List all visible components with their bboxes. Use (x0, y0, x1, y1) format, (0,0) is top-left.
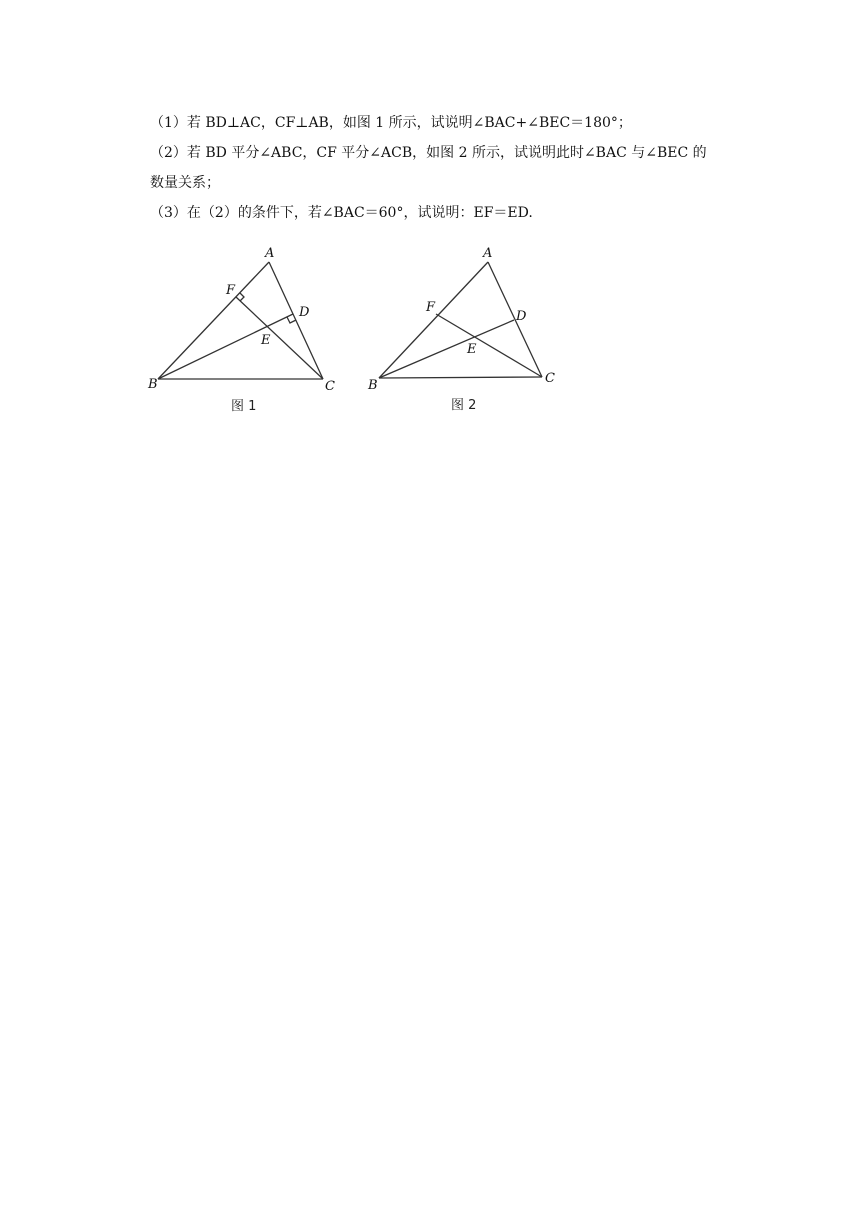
fig1-caption: 图 1 (231, 399, 257, 414)
fig1-right-angle-mark-f (240, 293, 244, 301)
fig2-caption: 图 2 (451, 398, 477, 413)
question-2-line-2: 数量关系； (150, 175, 220, 191)
fig1-label-e: E (261, 333, 271, 348)
fig2-label-a: A (483, 246, 493, 261)
figure-2 (367, 246, 555, 413)
fig1-segment-bd (158, 314, 293, 379)
fig2-label-f: F (426, 300, 436, 315)
question-3: （3）在（2）的条件下，若∠BAC＝60°，试说明：EF＝ED. (150, 205, 533, 221)
question-2-line-1: （2）若 BD 平分∠ABC，CF 平分∠ACB，如图 2 所示，试说明此时∠BAC 与∠BEC 的 (150, 145, 707, 161)
question-1: （1）若 BD⊥AC，CF⊥AB，如图 1 所示，试说明∠BAC+∠BEC＝180°； (150, 115, 632, 131)
fig1-label-d: D (299, 305, 310, 320)
fig2-label-c: C (545, 371, 555, 386)
fig2-label-d: D (516, 309, 527, 324)
fig2-side-bc (379, 377, 542, 378)
fig1-label-f: F (226, 283, 236, 298)
fig1-label-b: B (148, 377, 158, 392)
fig2-side-ac (488, 262, 542, 377)
fig1-label-c: C (325, 379, 335, 394)
fig2-side-ab (379, 262, 488, 378)
fig1-side-ab (158, 262, 269, 379)
fig2-label-e: E (467, 342, 477, 357)
fig1-segment-cf (236, 297, 323, 379)
fig2-label-b: B (368, 378, 378, 393)
figure-1 (147, 246, 335, 414)
fig1-label-a: A (265, 246, 275, 261)
